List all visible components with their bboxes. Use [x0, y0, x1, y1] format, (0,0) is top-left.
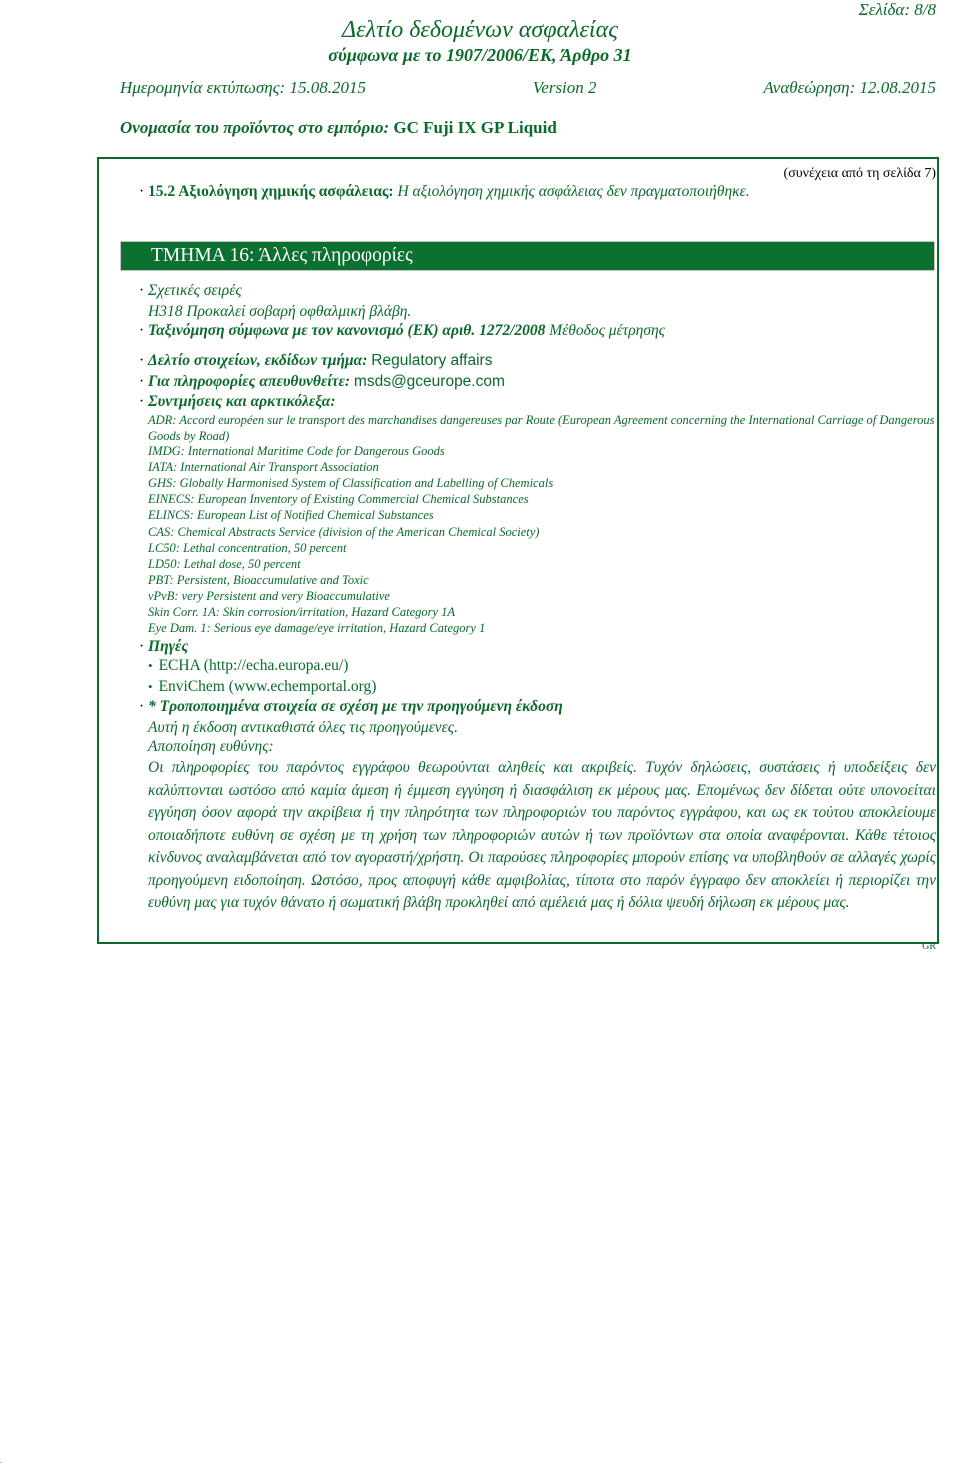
abbreviation-item: EINECS: European Inventory of Existing Commercial Chemical Substances	[148, 492, 529, 506]
abbreviation-item: Eye Dam. 1: Serious eye damage/eye irritation, Hazard Category 1	[148, 621, 486, 635]
product-name-line	[120, 118, 557, 138]
bullet-icon: •	[148, 679, 153, 694]
abbreviation-item: IATA: International Air Transport Association	[148, 460, 379, 474]
classification-text: Μέθοδος μέτρησης	[549, 322, 665, 339]
section-15-2-text: Η αξιολόγηση χημικής ασφάλειας δεν πραγματοποιήθηκε.	[397, 183, 750, 200]
relevant-phrases-text: H318 Προκαλεί σοβαρή οφθαλμική βλάβη.	[148, 303, 412, 320]
issuer-value: Regulatory affairs	[371, 352, 493, 369]
abbreviation-item: LD50: Lethal dose, 50 percent	[148, 557, 301, 571]
changes-line: · * Τροποποιημένα στοιχεία σε σχέση με την προηγούμενη έκδοση	[139, 698, 563, 715]
product-name: GC Fuji IX GP Liquid	[393, 118, 557, 137]
document-subtitle: σύμφωνα με το 1907/2006/ΕΚ, Άρθρο 31	[328, 45, 632, 65]
disclaimer-text: Οι πληροφορίες του παρόντος εγγράφου θεωρούνται αληθείς και ακριβείς. Τυχόν δηλώσεις, συστάσεις ή υποδείξεις δεν καλύπτονται ωστόσο από καμία άμεση ή έμμεση εγγύηση ή διασφάλιση εκ μέρους μας. Επομένως δεν δίδεται ούτε υπονοείται εγγύηση όσον αφορά την ακρίβεια ή την πληρότητα των πληροφοριών του παρόντος εγγράφου, και ως εκ τούτου αποκλείουμε οποιαδήποτε ευθύνη σε σχέση με τη χρήση των πληροφοριών αυτών ή των προϊόντων στα οποία αναφέρονται. Κάθε τέτοιος κίνδυνος αναλαμβάνεται από τον αγοραστή/χρήστη. Οι παρούσες πληροφορίες μπορούν επίσης να υποβληθούν σε αλλαγές χωρίς προηγούμενη ειδοποίηση. Ωστόσο, προς αποφυγή κάθε αμφιβολίας, τίποτα στο παρόν έγγραφο δεν αποκλείει ή περιορίζει την ευθύνη μας για τυχόν θάνατο ή σωματική βλάβη προκληθεί από αμέλειά μας ή δόλια ψευδή δήλωση εκ μέρους μας.	[148, 759, 936, 911]
abbreviation-item: ELINCS: European List of Notified Chemical Substances	[148, 508, 434, 522]
issuer-label: Δελτίο στοιχείων, εκδίδων τμήμα:	[148, 352, 368, 369]
classification-line: · Ταξινόμηση σύμφωνα με τον κανονισμό (ΕΚ) αριθ. 1272/2008 Μέθοδος μέτρησης	[139, 322, 665, 339]
abbreviation-item: ADR: Accord européen sur le transport des marchandises dangereuses par Route (European Agreement concerning the International Carriage of Dangerous Goods by Road)	[148, 413, 935, 443]
issuer-line: · Δελτίο στοιχείων, εκδίδων τμήμα: Regulatory affairs	[139, 352, 493, 369]
disclaimer-label: Αποποίηση ευθύνης:	[148, 738, 274, 755]
source-item: • ECHA (http://echa.europa.eu/)	[148, 657, 349, 674]
version-label: Version 2	[532, 78, 597, 97]
bullet-icon: •	[148, 658, 153, 673]
contact-value: msds@gceurope.com	[353, 373, 505, 390]
continued-note: (συνέχεια από τη σελίδα 7)	[783, 166, 936, 181]
abbreviation-item: IMDG: International Maritime Code for Dangerous Goods	[148, 444, 445, 458]
abbreviations-label: Συντμήσεις και αρκτικόλεξα:	[148, 393, 336, 410]
abbreviation-item: LC50: Lethal concentration, 50 percent	[148, 541, 347, 555]
abbreviation-item: Skin Corr. 1A: Skin corrosion/irritation, Hazard Category 1A	[148, 605, 456, 619]
changes-text: Αυτή η έκδοση αντικαθιστά όλες τις προηγούμενες.	[148, 719, 458, 736]
classification-label: Ταξινόμηση σύμφωνα με τον κανονισμό (ΕΚ) αριθ. 1272/2008	[148, 322, 546, 339]
section-15-2-label: 15.2 Αξιολόγηση χημικής ασφάλειας:	[148, 183, 394, 200]
document-title: Δελτίο δεδομένων ασφαλείας	[342, 17, 618, 43]
sources-line: · Πηγές	[139, 638, 189, 655]
page-number: Σελίδα: 8/8	[858, 0, 936, 19]
source-item: • EnviChem (www.echemportal.org)	[148, 678, 377, 695]
abbreviation-item: GHS: Globally Harmonised System of Classification and Labelling of Chemicals	[148, 476, 554, 490]
revision-date: Αναθεώρηση: 12.08.2015	[763, 78, 936, 97]
relevant-phrases-line: · Σχετικές σειρές	[139, 282, 242, 299]
abbreviation-item: vPvB: very Persistent and very Bioaccumulative	[148, 589, 390, 603]
abbreviations-line: · Συντμήσεις και αρκτικόλεξα:	[139, 393, 336, 410]
abbreviation-item: PBT: Persistent, Bioaccumulative and Toxic	[148, 573, 369, 587]
corner-mark: .	[0, 1456, 2, 1465]
product-label: Ονομασία του προϊόντος στο εμπόριο:	[120, 118, 390, 137]
changes-label: * Τροποποιημένα στοιχεία σε σχέση με την προηγούμενη έκδοση	[148, 698, 563, 715]
header-meta-row	[120, 78, 936, 98]
contact-line: · Για πληροφορίες απευθυνθείτε: msds@gceurope.com	[139, 373, 505, 390]
sources-label: Πηγές	[148, 638, 189, 655]
section-15-2-line: · 15.2 Αξιολόγηση χημικής ασφάλειας: Η αξιολόγηση χημικής ασφάλειας δεν πραγματοποιήθηκε.	[139, 183, 750, 200]
section-16-header: ΤΜΗΜΑ 16: Άλλες πληροφορίες	[120, 241, 935, 271]
abbreviation-item: CAS: Chemical Abstracts Service (division of the American Chemical Society)	[148, 525, 540, 539]
language-code: GR	[922, 941, 936, 952]
contact-label: Για πληροφορίες απευθυνθείτε:	[148, 373, 351, 390]
print-date: Ημερομηνία εκτύπωσης: 15.08.2015	[120, 78, 366, 97]
relevant-phrases-label: Σχετικές σειρές	[148, 282, 242, 299]
